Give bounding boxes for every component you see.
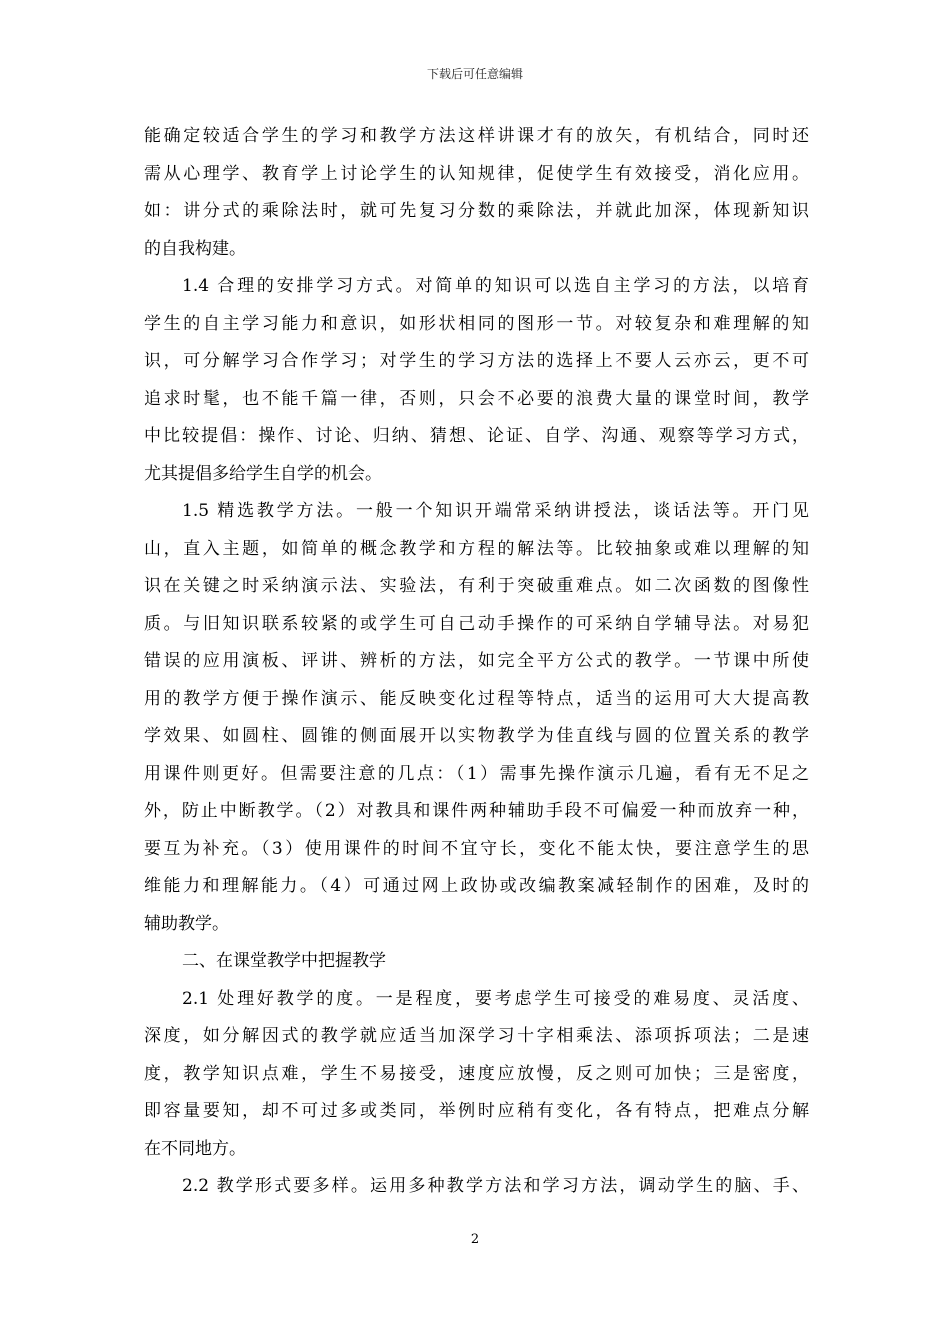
text-line: 追求时髦，也不能千篇一律，否则，只会不必要的浪费大量的课堂时间，教学: [144, 388, 809, 409]
text-line: 如：讲分式的乘除法时，就可先复习分数的乘除法，并就此加深，体现新知识: [144, 201, 809, 221]
text-line: 学生的自主学习能力和意识，如形状相同的图形一节。对较复杂和难理解的知: [144, 313, 809, 334]
text-line: 需从心理学、教育学上讨论学生的认知规律，促使学生有效接受，消化应用。: [144, 163, 809, 184]
text-line: 辅助教学。: [144, 913, 229, 934]
text-line: 1.4 合理的安排学习方式。对简单的知识可以选自主学习的方法，以培育: [182, 276, 809, 296]
heading-line: 二、在课堂教学中把握教学: [182, 951, 386, 971]
text-line: 质。与旧知识联系较紧的或学生可自己动手操作的可采纳自学辅导法。对易犯: [144, 613, 809, 634]
text-line: 2.1 处理好教学的度。一是程度，要考虑学生可接受的难易度、灵活度、: [182, 988, 809, 1009]
text-line: 能确定较适合学生的学习和教学方法这样讲课才有的放矢，有机结合，同时还: [144, 126, 809, 146]
document-body: [144, 118, 809, 1206]
paragraph-2-2: [144, 1168, 809, 1206]
text-line: 识在关键之时采纳演示法、实验法，有利于突破重难点。如二次函数的图像性: [144, 576, 809, 596]
text-line: 在不同地方。: [144, 1138, 246, 1159]
text-line: 用的教学方便于操作演示、能反映变化过程等特点，适当的运用可大大提高教: [144, 688, 809, 709]
text-line: 的自我构建。: [144, 238, 246, 259]
text-line: 外，防止中断教学。（2）对教具和课件两种辅助手段不可偏爱一种而放弃一种，: [144, 801, 809, 821]
text-line: 度，教学知识点难，学生不易接受，速度应放慢，反之则可加快；三是密度，: [144, 1063, 809, 1084]
text-line: 即容量要知，却不可过多或类同，举例时应稍有变化，各有特点，把难点分解: [144, 1101, 809, 1121]
text-line: 错误的应用演板、评讲、辨析的方法，如完全平方公式的教学。一节课中所使: [144, 651, 809, 671]
page-header: 下载后可任意编辑: [426, 67, 523, 81]
text-line: 尤其提倡多给学生自学的机会。: [144, 463, 382, 484]
text-line: 用课件则更好。但需要注意的几点：（1）需事先操作演示几遍，看有无不足之: [144, 763, 809, 784]
text-line: 2.2 教学形式要多样。运用多种教学方法和学习方法，调动学生的脑、手、: [182, 1176, 809, 1196]
text-line: 学效果、如圆柱、圆锥的侧面展开以实物教学为佳直线与圆的位置关系的教学: [144, 726, 809, 746]
text-line: 识，可分解学习合作学习；对学生的学习方法的选择上不要人云亦云，更不可: [144, 351, 809, 371]
paragraph-continuation: [144, 118, 809, 268]
paragraph-1-4: [144, 268, 809, 493]
text-line: 中比较提倡：操作、讨论、归纳、猜想、论证、自学、沟通、观察等学习方式，: [144, 426, 809, 446]
text-line: 山，直入主题，如简单的概念教学和方程的解法等。比较抽象或难以理解的知: [144, 538, 809, 559]
paragraph-2-1: [144, 981, 809, 1169]
page-number: 2: [470, 1232, 480, 1247]
text-line: 维能力和理解能力。（4）可通过网上政协或改编教案减轻制作的困难，及时的: [144, 876, 809, 896]
section-heading: [144, 943, 809, 981]
text-line: 1.5 精选教学方法。一般一个知识开端常采纳讲授法，谈话法等。开门见: [182, 501, 809, 521]
text-line: 深度，如分解因式的教学就应适当加深学习十字相乘法、添项拆项法；二是速: [144, 1026, 809, 1046]
text-line: 要互为补充。（3）使用课件的时间不宜守长，变化不能太快，要注意学生的思: [144, 838, 809, 859]
paragraph-1-5: [144, 493, 809, 943]
